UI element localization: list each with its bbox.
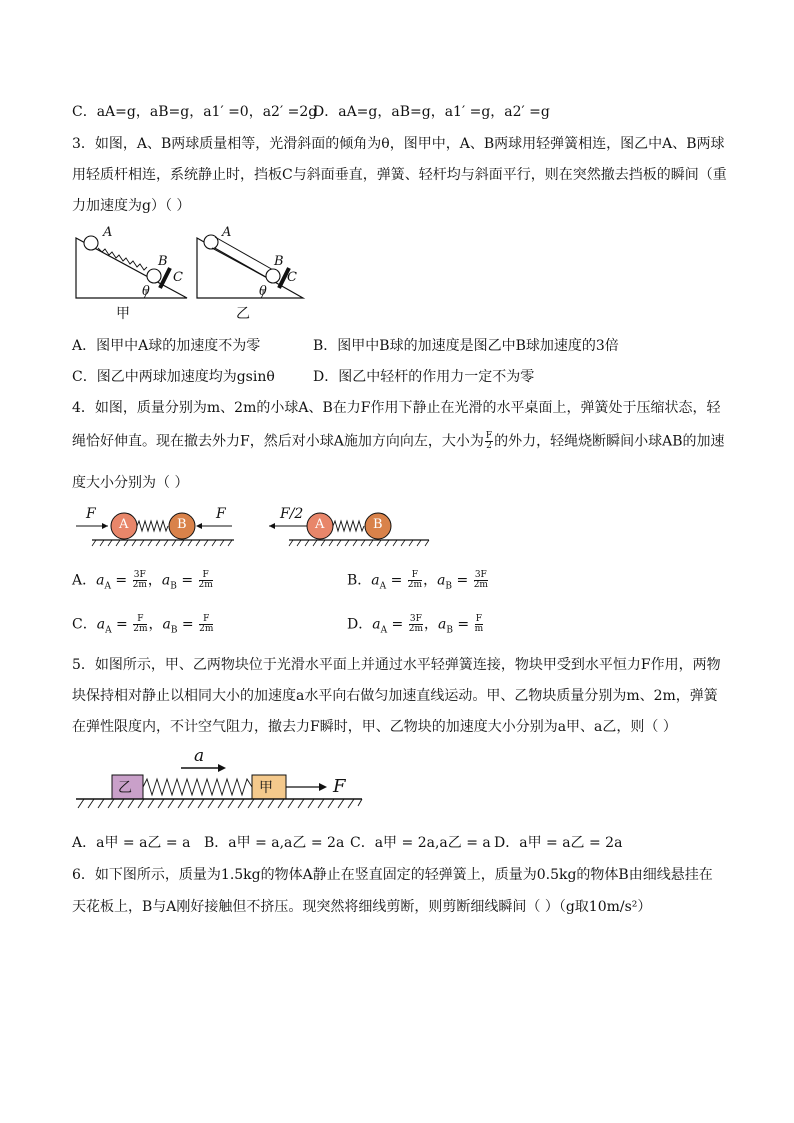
q5-option-c: C．a甲 = 2a,a乙 = a: [350, 835, 491, 851]
q4-left-ball-a: A: [119, 517, 129, 532]
q3-option-b: B．图甲中B球的加速度是图乙中B球加速度的3倍: [313, 338, 619, 354]
q5-label-a: a: [194, 746, 205, 766]
q4-left-ball-b: B: [177, 517, 187, 532]
q2-option-d: D．aA=g，aB=g，a1′ =g，a2′ =g: [313, 104, 550, 120]
q3-option-a: A．图甲中A球的加速度不为零: [72, 338, 261, 354]
q5-option-b: B．a甲 = a,a乙 = 2a: [204, 835, 345, 851]
q5-option-a: A．a甲 = a乙 = a: [72, 835, 191, 851]
q5-line2: 块保持相对静止以相同大小的加速度a水平向右做匀加速直线运动。甲、乙物块质量分别为m、2m，弹簧: [72, 688, 718, 704]
q4-line2-a: 绳恰好伸直。现在撤去外力F，然后对小球A施加方向向左，大小为: [72, 433, 484, 450]
q4-line2-b: 的外力，轻绳烧断瞬间小球AB的加速: [494, 433, 725, 450]
q3-yi-label-b: B: [274, 254, 284, 269]
q3-line1: 3．如图，A、B两球质量相等，光滑斜面的倾角为θ，图甲中，A、B两球用轻弹簧相连，图乙中A、B两球: [72, 136, 725, 152]
q5-line3: 在弹性限度内，不计空气阻力，撤去力F瞬时，甲、乙物块的加速度大小分别为a甲、a乙，则（ ）: [72, 719, 677, 735]
q6-line1: 6．如下图所示，质量为1.5kg的物体A静止在竖直固定的轻弹簧上，质量为0.5kg的物体B由细线悬挂在: [72, 867, 713, 883]
q3-option-c: C．图乙中两球加速度均为gsinθ: [72, 369, 275, 385]
q4-option-c: C．$a_A$ = $\frac{F}{2m}$ ，$a_B$ = $\frac{F}{2m}$: [72, 614, 214, 636]
q3-jia-label-c: C: [173, 270, 183, 285]
q3-option-d: D．图乙中轻杆的作用力一定不为零: [313, 369, 535, 385]
q3-yi-label-a: A: [222, 225, 232, 240]
q6-line2: 天花板上，B与A刚好接触但不挤压。现突然将细线剪断，则剪断细线瞬间（ ）（g取10m/s²）: [72, 899, 652, 915]
q4-line2: [72, 432, 724, 451]
q3-yi-label-theta: θ: [259, 284, 267, 299]
q4-line3: 度大小分别为（ ）: [72, 475, 189, 491]
q5-block-yi: 乙: [118, 780, 132, 796]
q3-line2: 用轻质杆相连，系统静止时，挡板C与斜面垂直，弹簧、轻杆均与斜面平行，则在突然撤去挡板的瞬间（重: [72, 167, 727, 183]
q3-yi-label-c: C: [287, 270, 297, 285]
q4-option-b: B．$a_A$ = $\frac{F}{2m}$ ，$a_B$ = $\frac{3F}{2m}$: [347, 570, 488, 592]
q3-jia-label-a: A: [103, 225, 113, 240]
q5-option-d: D．a甲 = a乙 = 2a: [494, 835, 623, 851]
q5-block-jia: 甲: [259, 780, 273, 796]
q4-right-label-f-half: F/2: [280, 506, 304, 522]
q4-left-label-f1: F: [86, 506, 96, 522]
q2-option-c: C．aA=g，aB=g，a1′ =0，a2′ =2g: [72, 104, 318, 120]
q5-label-f: F: [333, 776, 346, 797]
q3-line3: 力加速度为g）（ ）: [72, 198, 191, 214]
q4-right-ball-b: B: [373, 517, 383, 532]
q3-jia-caption: 甲: [116, 306, 130, 322]
q5-line1: 5．如图所示，甲、乙两物块位于光滑水平面上并通过水平轻弹簧连接，物块甲受到水平恒力F作用，两物: [72, 657, 721, 673]
q4-left-label-f2: F: [216, 506, 226, 522]
q3-yi-caption: 乙: [236, 306, 250, 322]
q4-fraction: $\frac{F}{2}$: [485, 431, 493, 451]
q4-right-ball-a: A: [315, 517, 325, 532]
q3-jia-label-b: B: [158, 254, 168, 269]
q4-option-d: D．$a_A$ = $\frac{3F}{2m}$ ，$a_B$ = $\frac{F}{m}$: [347, 614, 484, 636]
q4-option-a: A．$a_A$ = $\frac{3F}{2m}$ ，$a_B$ = $\frac{F}{2m}$: [72, 570, 213, 592]
q3-jia-label-theta: θ: [142, 284, 150, 299]
q4-line1: 4．如图，质量分别为m、2m的小球A、B在力F作用下静止在光滑的水平桌面上，弹簧处于压缩状态，轻: [72, 400, 721, 416]
